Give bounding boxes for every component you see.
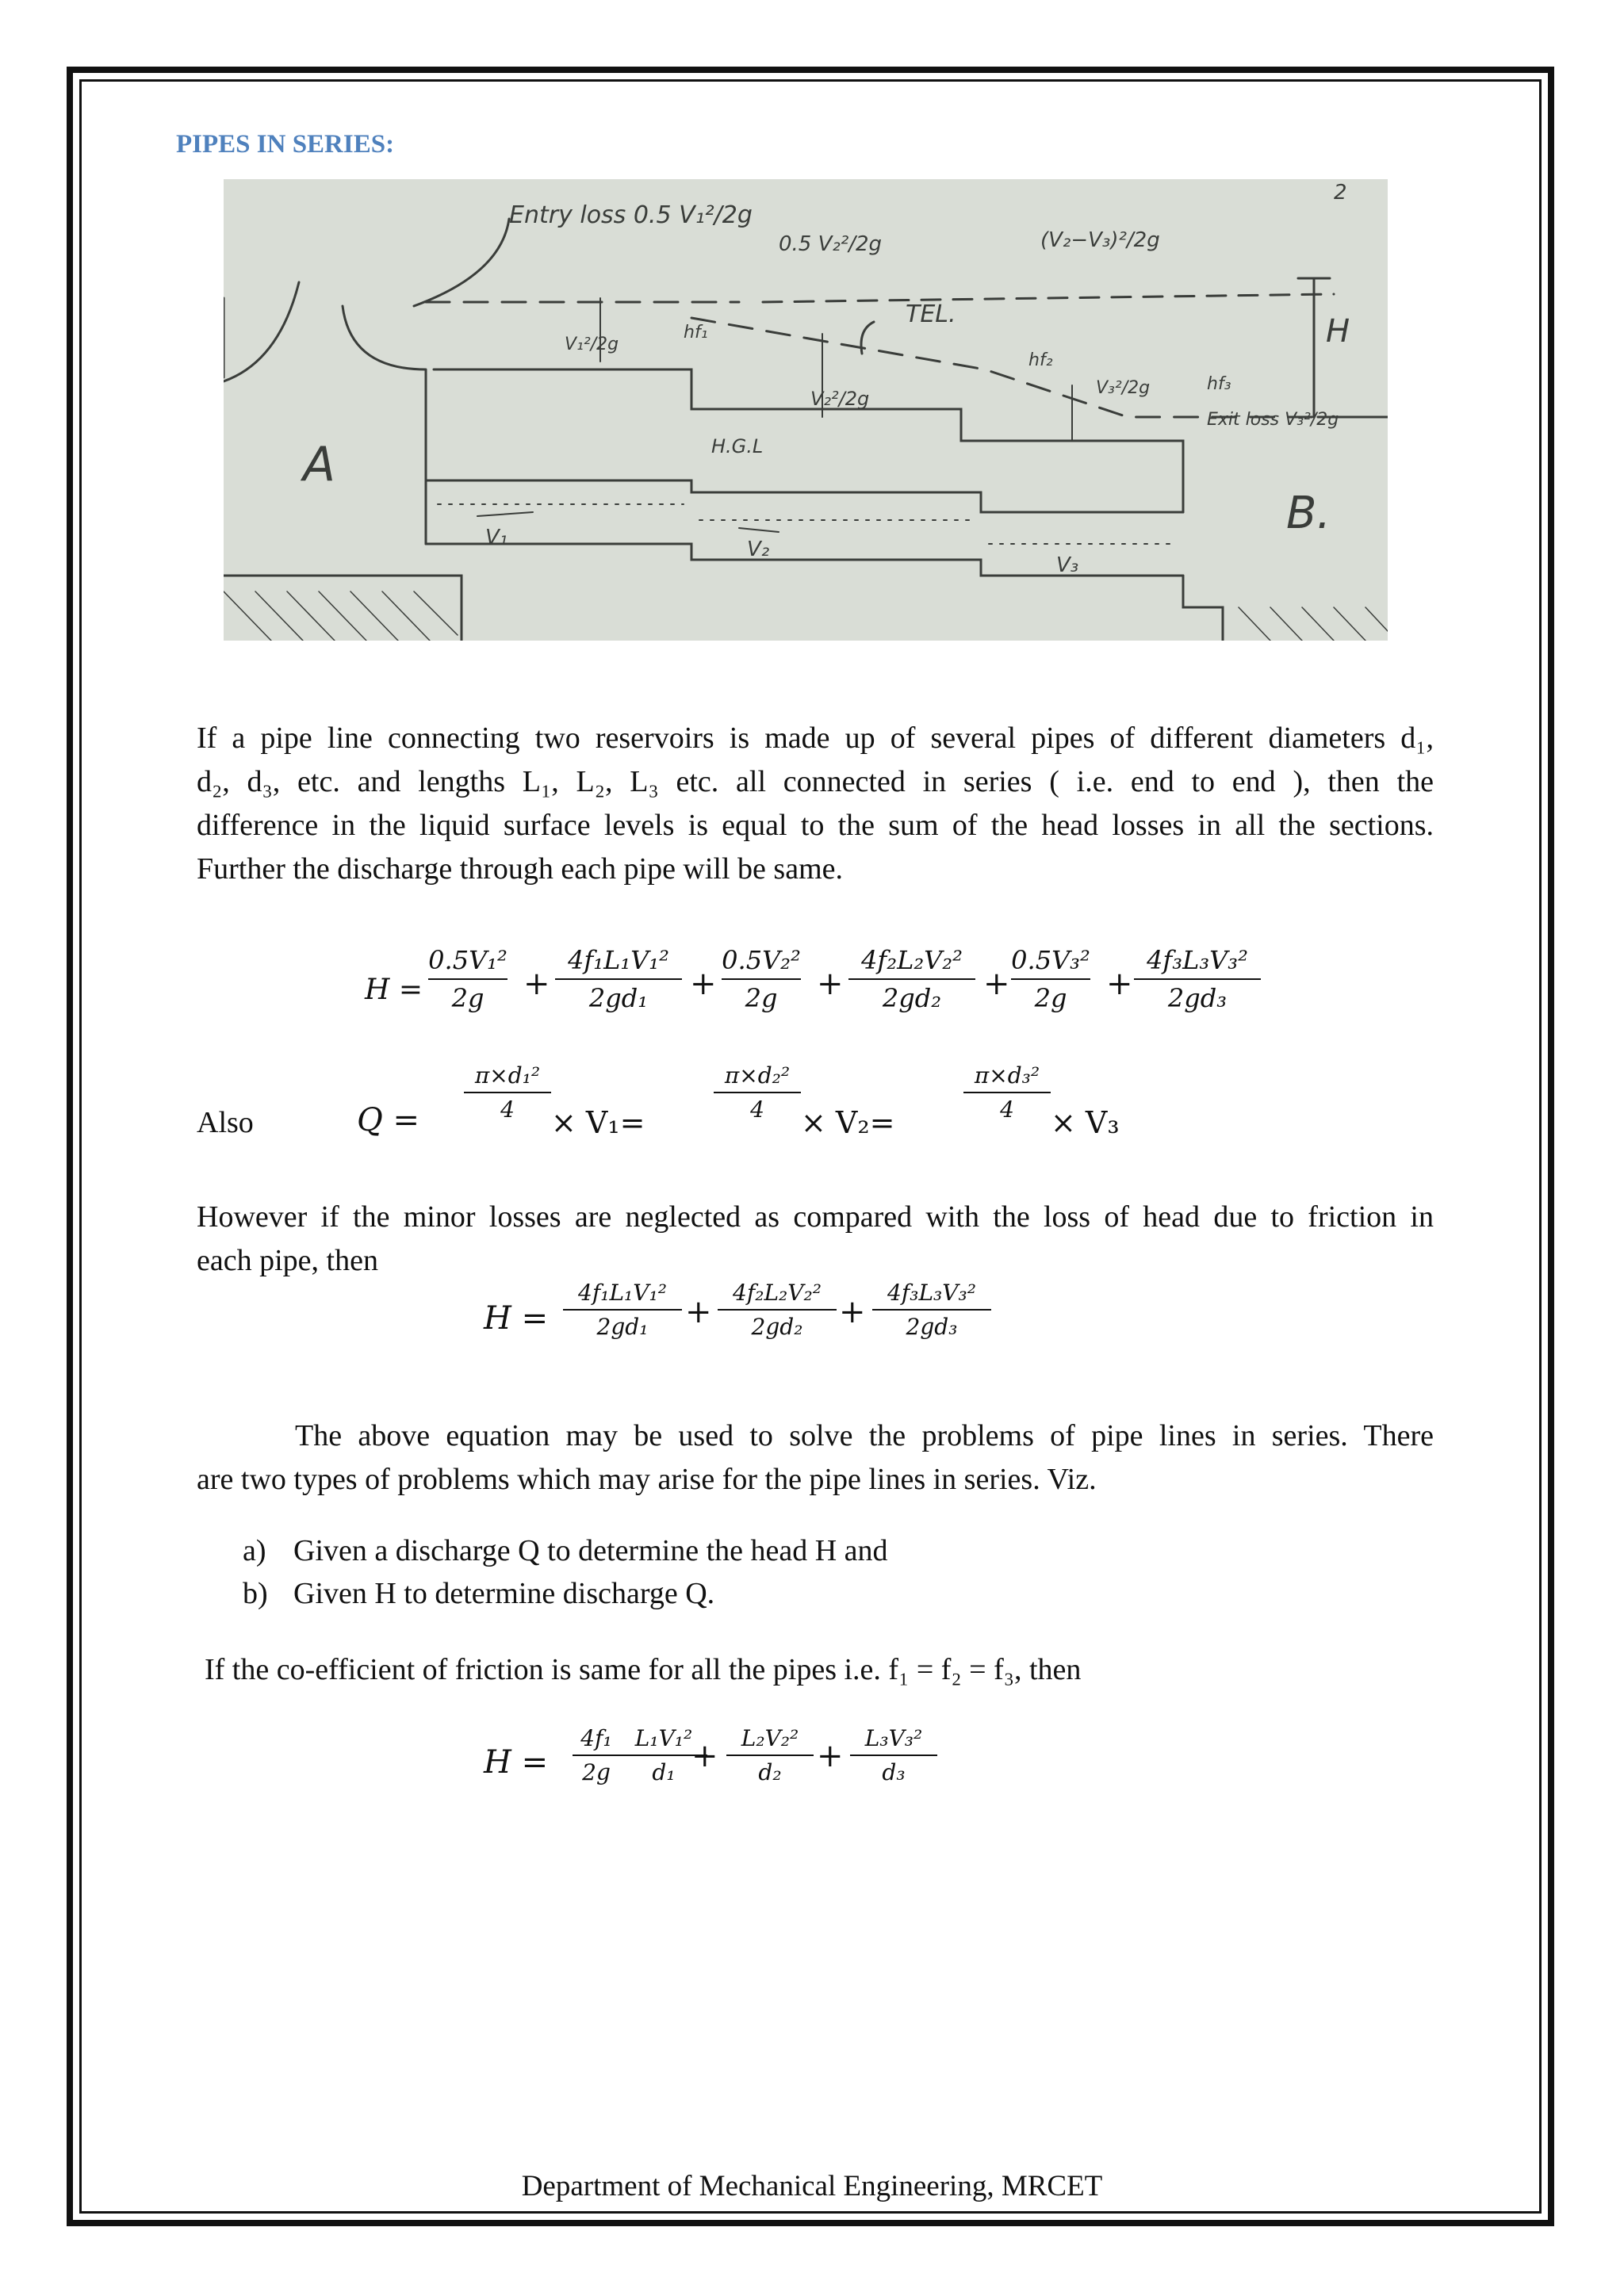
- list-item-marker: a): [243, 1534, 266, 1567]
- eq2-lhs: Q =: [357, 1102, 420, 1138]
- eq1-lhs: H =: [365, 974, 423, 1006]
- list-item-marker: b): [243, 1577, 268, 1610]
- eq4-prefix: 4f₁ 2g: [573, 1725, 620, 1785]
- v3-head-label: V₃²/2g: [1096, 378, 1151, 398]
- tel-label: TEL.: [906, 300, 956, 328]
- eq1-term-2: 4f₁L₁V₁² 2gd₁: [555, 945, 682, 1013]
- reservoir-b-label: B.: [1286, 488, 1331, 539]
- exit-loss-label: Exit loss V₃²/2g: [1207, 410, 1339, 430]
- contraction-loss-label: 0.5 V₂²/2g: [779, 232, 883, 256]
- hgl-label: H.G.L: [711, 435, 764, 457]
- eq4-lhs: H =: [484, 1744, 549, 1781]
- eq4-term-1: L₁V₁² d₁: [620, 1725, 707, 1785]
- eq4-term-2: L₂V₂² d₂: [726, 1725, 814, 1785]
- eq3-term-3: 4f₃L₃V₃² 2gd₃: [872, 1280, 991, 1340]
- plus-sign: +: [983, 966, 1010, 1002]
- v2-label: V₂: [747, 538, 770, 561]
- eq2-times-v1: × V₁=: [551, 1105, 645, 1140]
- reservoir-a-label: A: [303, 437, 336, 492]
- plus-sign: +: [839, 1294, 866, 1330]
- paragraph-line: Further the discharge through each pipe will be same.: [197, 852, 843, 886]
- plus-sign: +: [690, 966, 717, 1002]
- list-item: Given a discharge Q to determine the head H and: [293, 1534, 888, 1567]
- eq3-lhs: H =: [484, 1300, 549, 1337]
- eq1-term-1: 0.5V₁² 2g: [428, 945, 508, 1013]
- hf2-label: hf₂: [1028, 350, 1053, 370]
- pipes-in-series-diagram: [224, 179, 1388, 641]
- plus-sign: +: [685, 1294, 712, 1330]
- eq3-term-1: 4f₁L₁V₁² 2gd₁: [563, 1280, 682, 1340]
- eq2-frac-3: π×d₃² 4: [963, 1062, 1051, 1123]
- paragraph-same-friction: If the co-efficient of friction is same for all the pipes i.e. f₁ = f₂ = f₃, then: [205, 1653, 1082, 1686]
- paragraph-line: However if the minor losses are neglected as compared with the loss of head due to friction in: [197, 1200, 1434, 1234]
- plus-sign: +: [691, 1738, 718, 1774]
- paragraph-line: each pipe, then: [197, 1244, 378, 1277]
- eq1-term-3: 0.5V₂² 2g: [722, 945, 801, 1013]
- v1-head-label: V₁²/2g: [565, 335, 619, 354]
- v2-head-label: V₂²/2g: [810, 388, 870, 410]
- eq2-times-v3: × V₃: [1051, 1105, 1120, 1140]
- paragraph-line: difference in the liquid surface levels is equal to the sum of the head losses in all the sections.: [197, 809, 1434, 842]
- paragraph-intro: [197, 717, 1434, 891]
- eq3-term-2: 4f₂L₂V₂² 2gd₂: [718, 1280, 837, 1340]
- list-item: Given H to determine discharge Q.: [293, 1577, 715, 1610]
- paragraph-line: The above equation may be used to solve the problems of pipe lines in series. There: [295, 1419, 1434, 1452]
- paragraph-problem-types: [197, 1414, 1434, 1502]
- entry-loss-label: Entry loss 0.5 V₁²/2g: [509, 201, 753, 229]
- expansion-loss-label: (V₂−V₃)²/2g: [1040, 228, 1160, 252]
- v3-label: V₃: [1056, 553, 1079, 577]
- paragraph-line: are two types of problems which may arise for the pipe lines in series. Viz.: [197, 1463, 1097, 1496]
- eq2-frac-2: π×d₂² 4: [714, 1062, 801, 1123]
- hf3-label: hf₃: [1207, 374, 1231, 394]
- plus-sign: +: [817, 1738, 844, 1774]
- section-heading: PIPES IN SERIES:: [176, 130, 395, 159]
- paragraph-line: If a pipe line connecting two reservoirs is made up of several pipes of different diameters d₁,: [197, 721, 1434, 755]
- plus-sign: +: [1106, 966, 1133, 1002]
- v1-label: V₁: [485, 526, 508, 549]
- eq2-frac-1: π×d₁² 4: [464, 1062, 551, 1123]
- paragraph-minor-losses: [197, 1196, 1434, 1283]
- eq4-term-3: L₃V₃² d₃: [850, 1725, 937, 1785]
- eq1-term-6: 4f₃L₃V₃² 2gd₃: [1134, 945, 1261, 1013]
- also-label: Also: [197, 1106, 254, 1139]
- plus-sign: +: [523, 966, 550, 1002]
- eq1-term-5: 0.5V₃² 2g: [1011, 945, 1090, 1013]
- corner-mark: 2: [1334, 181, 1347, 205]
- eq2-times-v2: × V₂=: [801, 1105, 895, 1140]
- eq1-term-4: 4f₂L₂V₂² 2gd₂: [848, 945, 975, 1013]
- paragraph-line: d₂, d₃, etc. and lengths L₁, L₂, L₃ etc. all connected in series ( i.e. end to end ), then the: [197, 765, 1434, 798]
- h-label: H: [1326, 313, 1350, 350]
- page-footer: Department of Mechanical Engineering, MRCET: [521, 2170, 1103, 2202]
- hf1-label: hf₁: [684, 323, 708, 342]
- plus-sign: +: [817, 966, 844, 1002]
